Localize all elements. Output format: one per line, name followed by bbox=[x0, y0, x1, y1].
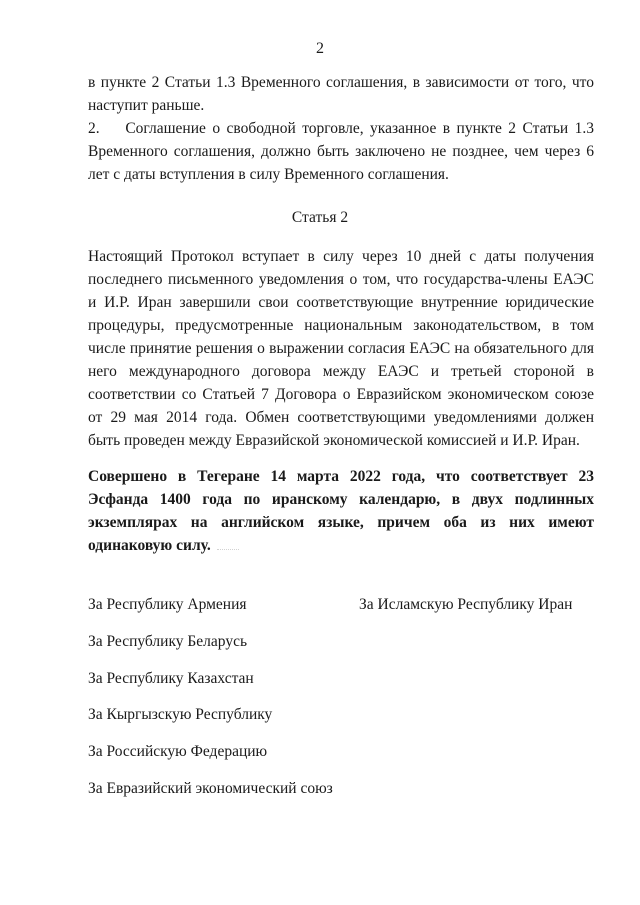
signature-iran: За Исламскую Республику Иран bbox=[359, 596, 573, 613]
paragraph-continuation: в пункте 2 Статьи 1.3 Временного соглашения, в зависимости от того, что наступит раньше. bbox=[88, 74, 594, 114]
article-title: Статья 2 bbox=[291, 209, 349, 226]
signature-kyrgyzstan: За Кыргызскую Республику bbox=[88, 706, 273, 723]
done-at-text: Совершено в Тегеране 14 марта 2022 года, что соответствует 23 Эсфанда 1400 года по иранскому календарю, в двух подлинных экземплярах на английском языке, причем оба из них имеют одинаковую силу. bbox=[88, 468, 594, 554]
signature-belarus: За Республику Беларусь bbox=[88, 633, 248, 650]
signature-armenia: За Республику Армения bbox=[88, 596, 247, 613]
faint-mark bbox=[217, 539, 239, 550]
signature-eaeu: За Евразийский экономический союз bbox=[88, 780, 333, 797]
paragraph-done-at bbox=[88, 465, 594, 557]
page-number: 2 bbox=[316, 40, 324, 57]
paragraph-item-2: 2. Соглашение о свободной торговле, указанное в пункте 2 Статьи 1.3 Временного соглашения, должно быть заключено не позднее, чем через 6 лет с даты вступления в силу Временного соглашения. bbox=[88, 120, 594, 183]
signature-russia: За Российскую Федерацию bbox=[88, 743, 268, 760]
paragraph-entry-into-force: Настоящий Протокол вступает в силу через 10 дней с даты получения последнего письменного уведомления о том, что государства-члены ЕАЭС и И.Р. Иран завершили свои соответствующие внутренние юридические процедуры, предусмотренные национальным законодательством, в том числе принятие решения о выражении согласия ЕАЭС на обязательного для него международного договора между ЕАЭС и третьей стороной в соответствии со Статьей 7 Договора о Евразийском экономическом союзе от 29 мая 2014 года. Обмен соответствующими уведомлениями должен быть проведен между Евразийской экономической комиссией и И.Р. Иран. bbox=[88, 248, 594, 449]
signature-kazakhstan: За Республику Казахстан bbox=[88, 670, 254, 687]
